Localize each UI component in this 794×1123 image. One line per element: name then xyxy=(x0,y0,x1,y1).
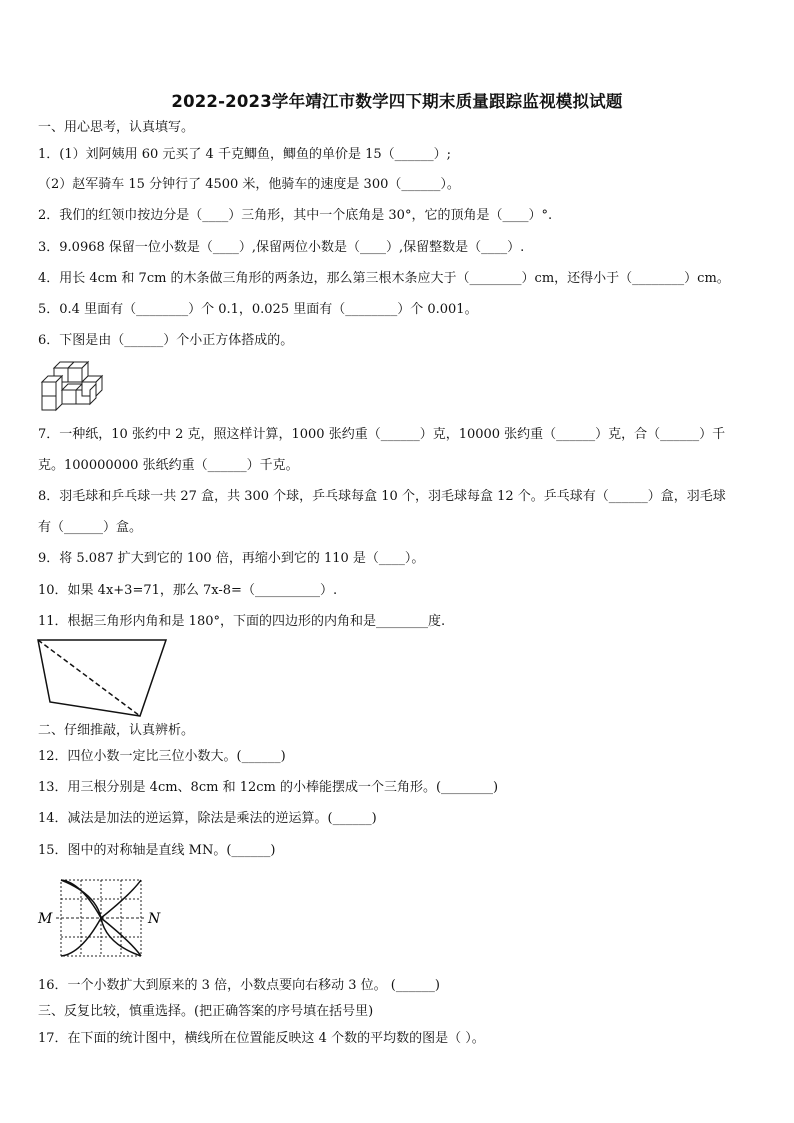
question-14: 14．减法是加法的逆运算，除法是乘法的逆运算。(______) xyxy=(38,811,377,826)
point-m-label: M xyxy=(38,911,53,927)
question-1-part-1: 1．(1）刘阿姨用 60 元买了 4 千克鲫鱼，鲫鱼的单价是 15（______）; xyxy=(38,147,452,162)
question-13: 13．用三根分别是 4cm、8cm 和 12cm 的小棒能摆成一个三角形。(________) xyxy=(38,780,499,795)
symmetry-grid-figure xyxy=(36,874,164,958)
question-10: 10．如果 4x+3=71，那么 7x-8=（__________）. xyxy=(38,583,338,598)
question-1-part-2: （2）赵军骑车 15 分钟行了 4500 米，他骑车的速度是 300（______）。 xyxy=(38,177,460,192)
question-6: 6．下图是由（______）个小正方体搭成的。 xyxy=(38,333,294,348)
question-3: 3．9.0968 保留一位小数是（____）,保留两位小数是（____）,保留整数是（____）. xyxy=(38,240,525,255)
cube-stack-figure xyxy=(40,358,112,416)
page-title: 2022-2023学年靖江市数学四下期末质量跟踪监视模拟试题 xyxy=(171,92,623,111)
question-9: 9．将 5.087 扩大到它的 100 倍，再缩小到它的 110 是（____）。 xyxy=(38,551,425,566)
question-7-line-1: 7．一种纸，10 张约中 2 克，照这样计算，1000 张约重（______）克，10000 张约重（______）克，合（______）千 xyxy=(38,427,726,442)
question-11: 11．根据三角形内角和是 180°，下面的四边形的内角和是________度. xyxy=(38,614,446,629)
section-3-heading: 三、反复比较，慎重选择。(把正确答案的序号填在括号里) xyxy=(38,1004,374,1019)
question-15: 15．图中的对称轴是直线 MN。(______) xyxy=(38,843,276,858)
point-n-label: N xyxy=(148,911,161,927)
question-8-line-1: 8．羽毛球和乒乓球一共 27 盒，共 300 个球，乒乓球每盒 10 个，羽毛球每盒 12 个。乒乓球有（______）盒，羽毛球 xyxy=(38,489,726,504)
question-12: 12．四位小数一定比三位小数大。(______) xyxy=(38,749,286,764)
quadrilateral-figure xyxy=(34,636,170,720)
question-5: 5．0.4 里面有（________）个 0.1，0.025 里面有（________）个 0.001。 xyxy=(38,302,478,317)
section-2-heading: 二、仔细推敲，认真辨析。 xyxy=(38,723,195,738)
question-4: 4．用长 4cm 和 7cm 的木条做三角形的两条边，那么第三根木条应大于（________）cm，还得小于（________）cm。 xyxy=(38,271,730,286)
section-1-heading: 一、用心思考，认真填写。 xyxy=(38,120,195,135)
question-17: 17．在下面的统计图中，横线所在位置能反映这 4 个数的平均数的图是（ ）。 xyxy=(38,1031,485,1046)
question-16: 16．一个小数扩大到原来的 3 倍，小数点要向右移动 3 位。 (______) xyxy=(38,978,440,993)
question-8-line-2: 有（______）盒。 xyxy=(38,520,143,535)
question-2: 2．我们的红领巾按边分是（____）三角形，其中一个底角是 30°，它的顶角是（____）°. xyxy=(38,208,553,223)
question-7-line-2: 克。100000000 张纸约重（______）千克。 xyxy=(38,458,299,473)
